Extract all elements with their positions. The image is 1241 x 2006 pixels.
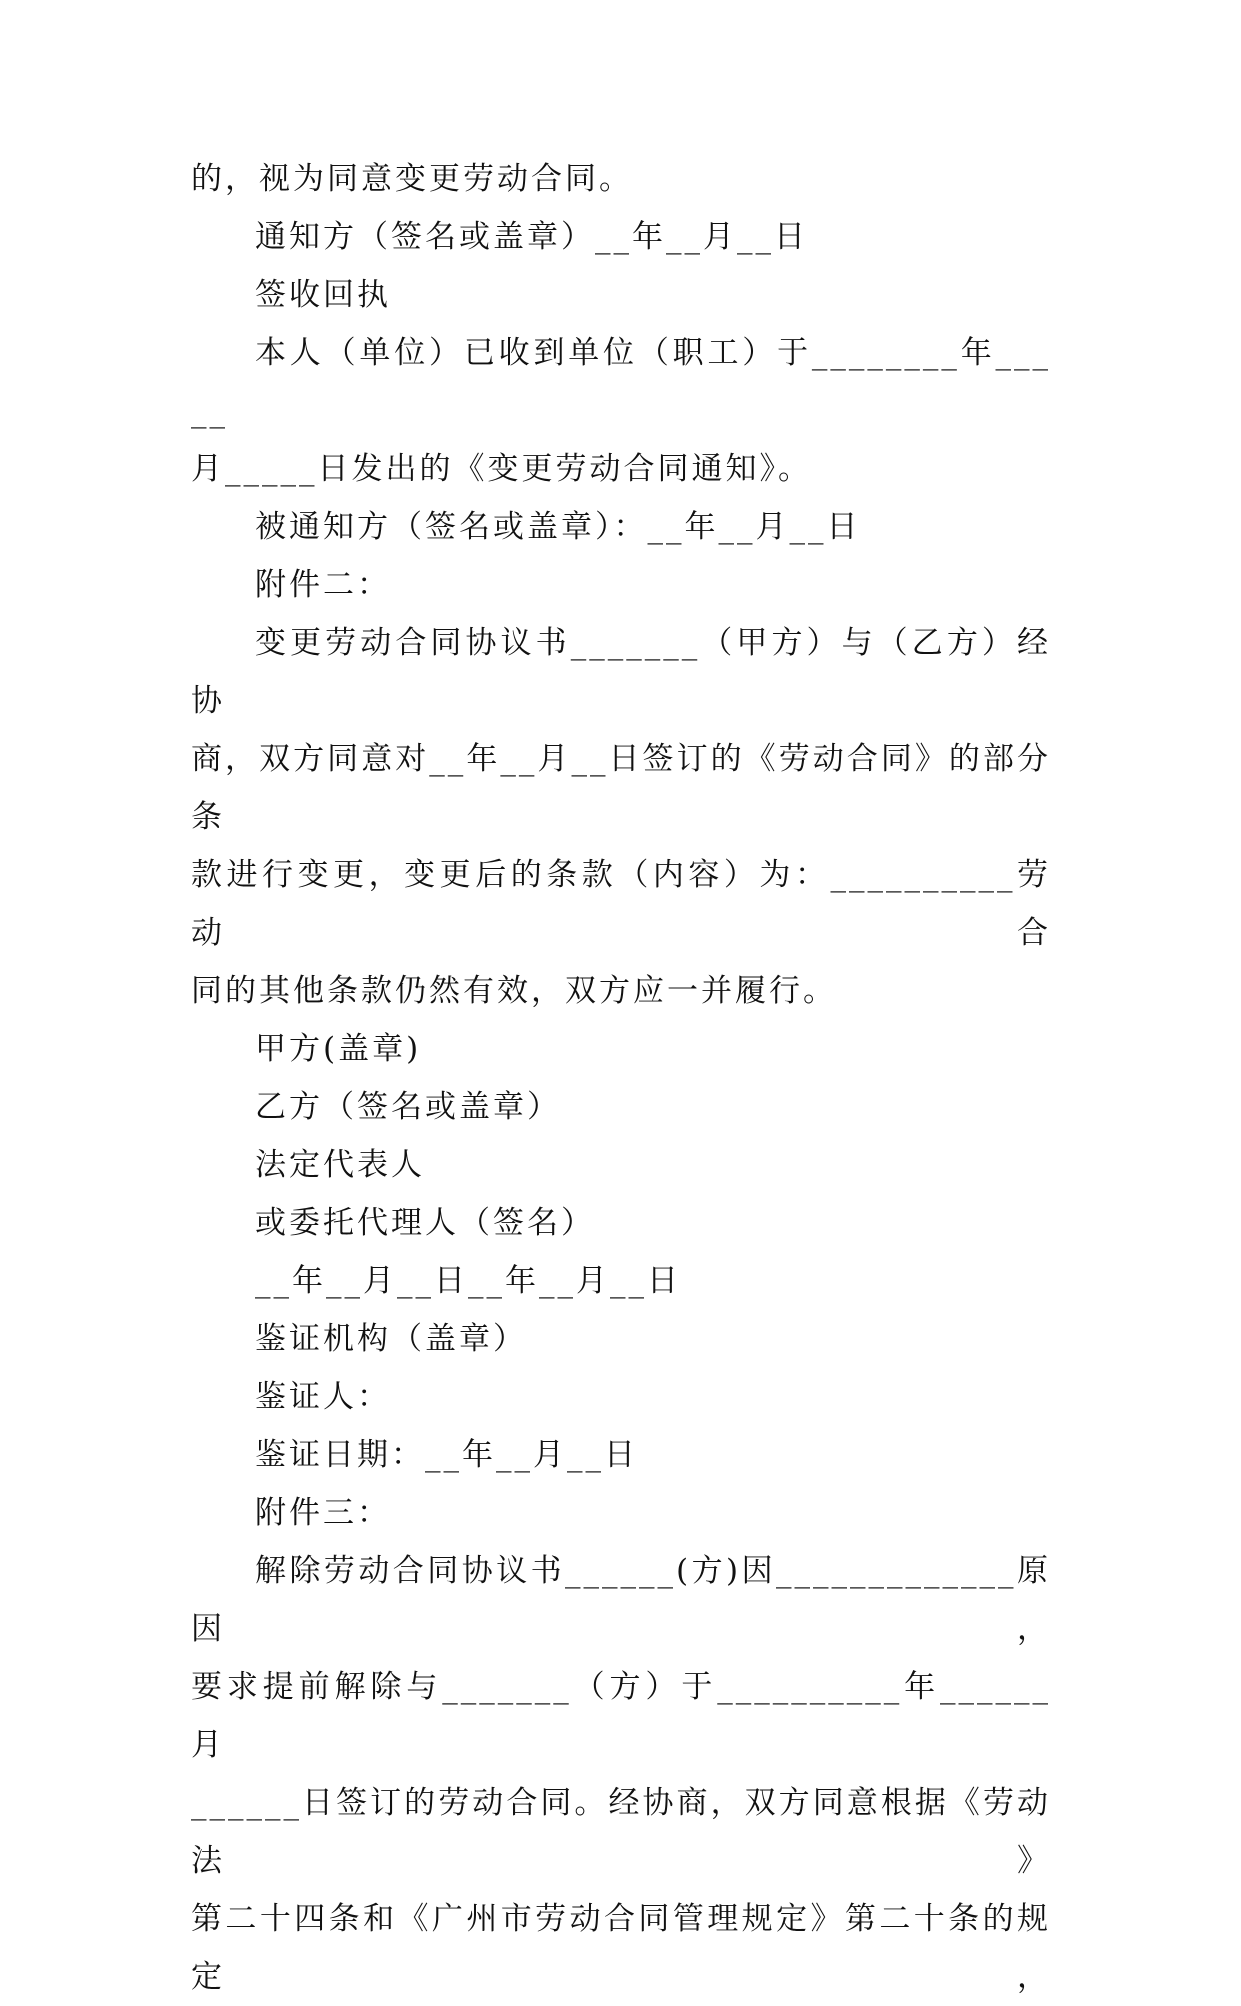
paragraph-line: 商，双方同意对__年__月__日签订的《劳动合同》的部分条 bbox=[191, 741, 1051, 835]
paragraph-line: 通知方（签名或盖章）__年__月__日 bbox=[255, 219, 808, 255]
paragraph-line: 法定代表人 bbox=[255, 1147, 425, 1183]
paragraph-line: 附件三： bbox=[255, 1495, 391, 1531]
paragraph-line: 变更劳动合同协议书_______（甲方）与（乙方）经协 bbox=[191, 625, 1051, 719]
paragraph-line: 的，视为同意变更劳动合同。 bbox=[191, 161, 633, 197]
paragraph-line: 甲方(盖章) bbox=[255, 1031, 422, 1067]
paragraph-line: 要求提前解除与_______（方）于__________年______月 bbox=[191, 1669, 1051, 1763]
paragraph-line: 解除劳动合同协议书______(方)因_____________原因， bbox=[191, 1553, 1051, 1647]
paragraph-line: 鉴证人： bbox=[255, 1379, 391, 1415]
paragraph-line: __年__月__日__年__月__日 bbox=[255, 1263, 681, 1299]
paragraph-line: 签收回执 bbox=[255, 277, 391, 313]
paragraph-line: 附件二： bbox=[255, 567, 391, 603]
paragraph-line: 同的其他条款仍然有效，双方应一并履行。 bbox=[191, 973, 837, 1009]
paragraph-line: 第二十四条和《广州市劳动合同管理规定》第二十条的规定， bbox=[191, 1901, 1051, 1995]
paragraph-line: 被通知方（签名或盖章）：__年__月__日 bbox=[255, 509, 861, 545]
paragraph-line: 或委托代理人（签名） bbox=[255, 1205, 595, 1241]
paragraph-line: ______日签订的劳动合同。经协商，双方同意根据《劳动法》 bbox=[191, 1785, 1051, 1879]
document-body bbox=[191, 150, 1051, 2006]
paragraph-line: 本人（单位）已收到单位（职工）于________年_____ bbox=[191, 335, 1051, 429]
paragraph-line: 款进行变更，变更后的条款（内容）为：__________劳动合 bbox=[191, 857, 1051, 951]
paragraph-line: 鉴证机构（盖章） bbox=[255, 1321, 527, 1357]
paragraph-line: 乙方（签名或盖章） bbox=[255, 1089, 561, 1125]
paragraph-line: 鉴证日期：__年__月__日 bbox=[255, 1437, 638, 1473]
paragraph-line: 月_____日发出的《变更劳动合同通知》。 bbox=[191, 451, 812, 487]
